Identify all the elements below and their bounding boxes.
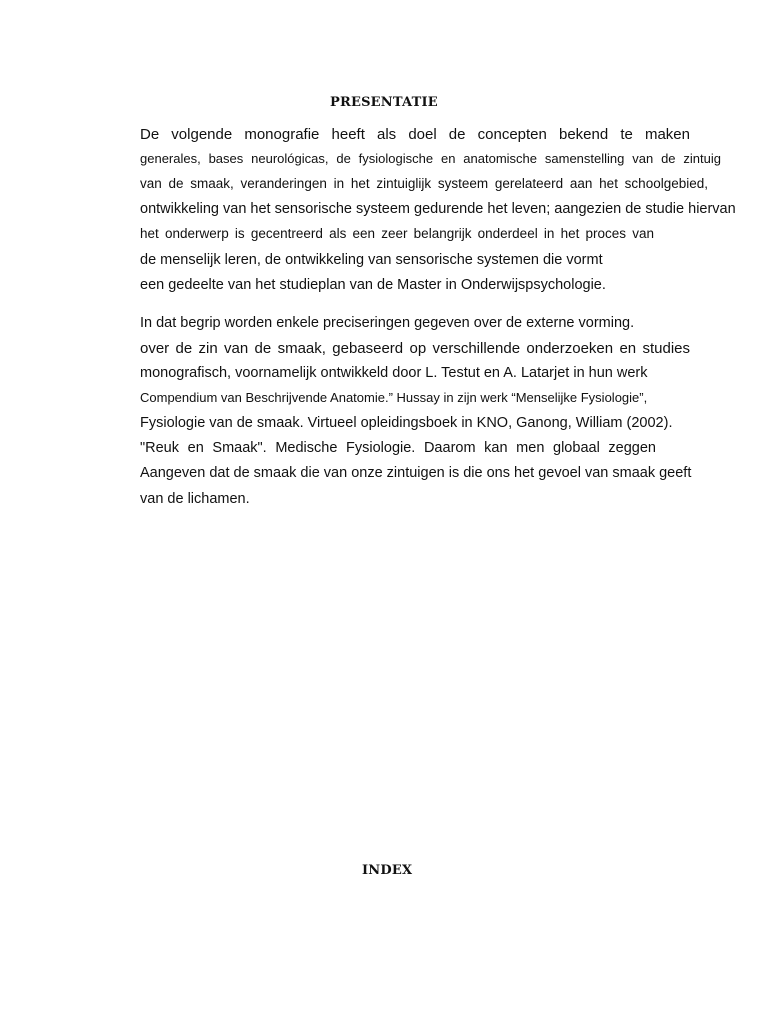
paragraph-2-line-1: In dat begrip worden enkele preciseringen gegeven over de externe vorming. bbox=[140, 315, 635, 331]
paragraph-2-line-4: Compendium van Beschrijvende Anatomie.” Hussay in zijn werk “Menselijke Fysiologie”, bbox=[140, 390, 648, 405]
paragraph-2-line-5: Fysiologie van de smaak. Virtueel opleidingsboek in KNO, Ganong, William (2002). bbox=[140, 415, 673, 431]
paragraph-1-line-5: het onderwerp is gecentreerd als een zeer belangrijk onderdeel in het proces van bbox=[140, 226, 654, 241]
paragraph-1-line-2: generales, bases neurológicas, de fysiologische en anatomische samenstelling van de zintuig bbox=[140, 151, 721, 166]
paragraph-2-line-3: monografisch, voornamelijk ontwikkeld door L. Testut en A. Latarjet in hun werk bbox=[140, 365, 648, 381]
section-title-presentatie: PRESENTATIE bbox=[330, 95, 438, 110]
paragraph-1-line-4: ontwikkeling van het sensorische systeem gedurende het leven; aangezien de studie hiervan bbox=[140, 201, 736, 217]
paragraph-2-line-2: over de zin van de smaak, gebaseerd op verschillende onderzoeken en studies bbox=[140, 340, 690, 357]
paragraph-2-line-7: Aangeven dat de smaak die van onze zintuigen is die ons het gevoel van smaak geeft bbox=[140, 465, 692, 481]
paragraph-1-line-7: een gedeelte van het studieplan van de Master in Onderwijspsychologie. bbox=[140, 277, 606, 293]
paragraph-1-line-3: van de smaak, veranderingen in het zintuiglijk systeem gerelateerd aan het schoolgebied, bbox=[140, 176, 708, 191]
paragraph-2-line-8: van de lichamen. bbox=[140, 491, 250, 507]
paragraph-2-line-6: "Reuk en Smaak". Medische Fysiologie. Daarom kan men globaal zeggen bbox=[140, 440, 656, 456]
section-title-index: INDEX bbox=[362, 863, 413, 878]
paragraph-1-line-1: De volgende monografie heeft als doel de concepten bekend te maken bbox=[140, 126, 690, 143]
paragraph-1-line-6: de menselijk leren, de ontwikkeling van sensorische systemen die vormt bbox=[140, 252, 603, 268]
